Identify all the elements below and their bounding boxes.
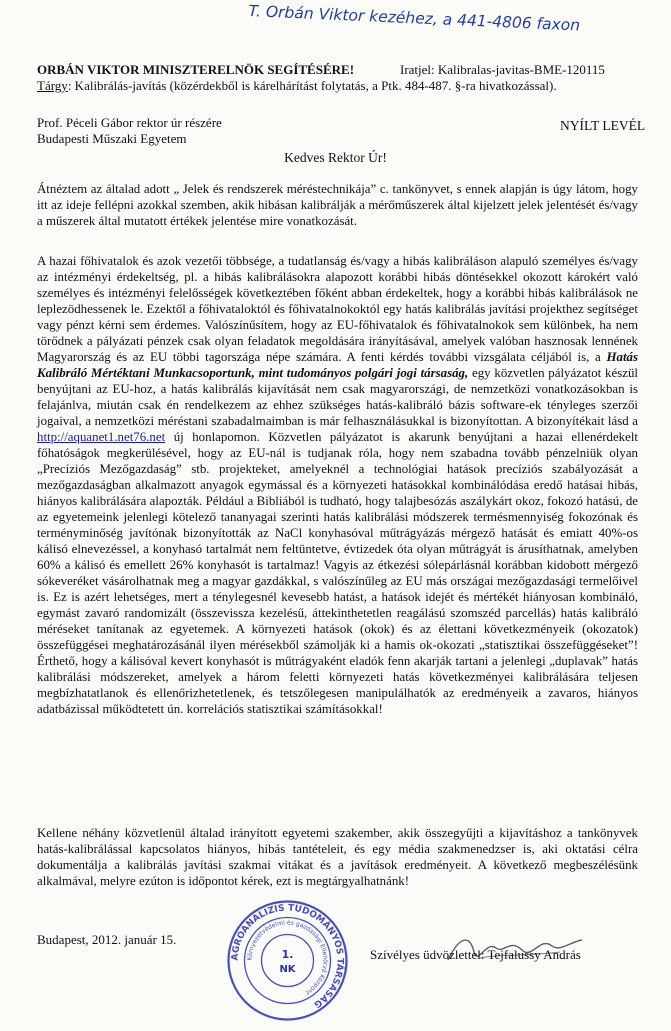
body-paragraph-3: Kellene néhány közvetlenül általad irányított egyetemi szakember, akik összegyűjti a kijavításhoz a tankönyvek hatás-kalibrálással kapcsolatos hiányos, hibás tantételeit, és egy média szakmenedzser is, aki oktatási célra dokumentálja a kalibrálás javítási szakmai vitákat és a javítások eredményeit. A következő megbeszélésünk alkalmával, melyre ezúton is időpontot kérek, ezt is megtárgyalhatnánk! [37, 826, 638, 888]
working-group-name: Hatás Kalibráló Mértéktani Munkacsoportunk, mint tudományos polgári jogi társaság, [37, 350, 638, 380]
paragraph-2-text-a: A hazai főhivatalok és azok vezetői többsége, a tudatlanság és/vagy a hibás kalibráláson alapuló személyes és/vagy az intézményi érdekeltség, pl. a hibás kalibrálásokra alapozott korábbi hibás döntésekkel okozott károkért való személyes és intézményi felelősségek következtében főként abban érdekeltek, hogy a korábbi hibás kalibrálások ne leplezödhessenek le. Ezektől a főhivataloktól és főhivatalnokoktól egy hatás kalibrálás javítási projekthez segítséget vagy pénzt kérni sem érdemes. Valószínűsítem, hogy az EU-főhivatalok és főhivatalnokok sem különbek, ha nem törődnek a pályázati pénzek csak olyan feladatok megoldására irányításával, amelyek valóban hasznosak lennének Magyarország és az EU többi tagországa népe számára. A fenti kérdés további vizsgálata céljából is, a [37, 254, 638, 364]
recipient-name: Prof. Péceli Gábor rektor úr részére [37, 115, 222, 130]
place-and-date: Budapest, 2012. január 15. [37, 932, 177, 947]
subject-text: : Kalibrálás-javítás (közérdekből is kárelhárítást folytatás, a Ptk. 484-487. §-ra hivatkozással). [67, 78, 557, 93]
handwritten-fax-note: T. Orbán Viktor kezéhez, a 441-4806 faxon [248, 2, 581, 35]
letter-header-line [37, 62, 605, 78]
paragraph-2-text-b: egy közvetlen pályázatot készül benyújtani az EU-hoz, a hatás kalibrálás kijavítását nem csak magyarországi, de nemzetközi vonatkozásokban is felajánlva, miután csak én rendelkezem az ehhez szükséges hatás-kalibráló bázis software-ek tényleges szerzői jogaival, a nemzetközi méréstani szabadalmaimban is már felhasználásukkal is bizonyítottan. A bizonyítékait lásd a [37, 366, 638, 428]
stamp-inner-text: Környezetvédelmi és gazdasági Ellenőrző Központ [246, 919, 329, 997]
organization-stamp [225, 898, 350, 1023]
subject-label: Tárgy [37, 78, 68, 93]
paragraph-2-text-c: új honlapomon. Közvetlen pályázatot is akarunk benyújtani a hazai ellenérdekelt főhatóságok megkerülésével, hogy az EU-nál is tudjanak róla, hogy nem szabadna tovább pénzelniük olyan „Precíziós Mezőgazdaság” stb. projekteket, amelyeknél a technológiai hatások precíziós szabályozását a mezőgazdaságban alkalmazott anyagok egymással és a környezeti hatásokkal kombinálódása eredő hatásai hibás, hiányos kalibrálására alapozták. Például a Bibliából is tudható, hogy talajbesózás aszálykárt okoz, fokozó hatású, de az egyetemeink jelenlegi kötelező tananyagai szerinti hatás kalibrálási módszerek termésmennyiség fokozónak és terményminőség javítónak bizonyították az NaCl konyhasóval műtrágyázás mérgező hatását és emiatt 40%-os kálisó elnevezéssel, a konyhasó tartalmát nem feltüntetve, évtizedek óta olyan műtrágyát is árusíthatnak, amelyben 60% a kálisó és emellett 26% konyhasót is tartalmaz! Vagyis az étkezési sólepárlásnál korábban kidobott mérgező sókeveréket vásárolhatnak meg a magyar gazdákkal, s valószínűleg az EU más országai mezőgazdasági termelőivel is. Ez is azért lehetséges, mert a ténylegesnél kevesebb hatást, a hatások idejét és mértékét hiányosan kombináló, egymást zavaró randomizált (összevissza kezelésű, áttekinthetetlen reagálású szomszéd parcellás) hatás kalibráló méréseket tanítanak az egyetemek. A környezeti hatások (okok) és az élettani következményeik (okozatok) összefüggései meghatározásánál ilyen mérésekből számolják ki a hamis ok-okozati „statisztikai összefüggéseket”! Érthető, hogy a kálisóval kevert konyhasót is műtrágyaként eladók fenn akarják tartani a jelenlegi „duplavak” hatás kalibrálási módszereket, amelyek a három feletti környezeti hatás következményei kalibrálására teljesen megbízhatatlanok és ellenőrizhetetlenek, és tetszőlegesen manipulálhatók az eredményeik a zavaros, hiányos adatbázissal működtetett ún. korrelációs statisztikai számításokkal! [37, 430, 638, 716]
open-letter-label: NYÍLT LEVÉL [560, 118, 646, 133]
body-paragraph-1: Átnéztem az általad adott „ Jelek és rendszerek méréstechnikája” c. tankönyvet, s ennek alapján is úgy látom, hogy itt az ideje fellépni azokkal szemben, akik hibásan kalibrálják a mérőműszerek által kijelzett jelek jelentését és/vagy a műszerek által mutatott értékek jelentése mire vonatkozását. [37, 182, 638, 228]
body-paragraph-2 [37, 253, 638, 717]
file-reference: Iratjel: Kalibralas-javitas-BME-120115 [400, 62, 605, 77]
addressee-title: ORBÁN VIKTOR MINISZTERELNÖK SEGÍTÉSÉRE! [37, 62, 355, 77]
recipient-institution: Budapesti Műszaki Egyetem [37, 131, 187, 146]
stamp-outer-text: AGROANALIZIS TUDOMÁNYOS TÁRSASÁG [230, 903, 345, 1010]
stamp-number: 1. [281, 948, 294, 961]
greeting: Kedves Rektor Úr! [284, 150, 387, 165]
closing-signature-line: Szívélyes üdvözlettel: Tejfalussy András [370, 947, 581, 962]
stamp-code: NK [279, 964, 296, 975]
subject-line [37, 78, 557, 94]
homepage-link[interactable]: http://aquanet1.net76.net [37, 430, 166, 444]
